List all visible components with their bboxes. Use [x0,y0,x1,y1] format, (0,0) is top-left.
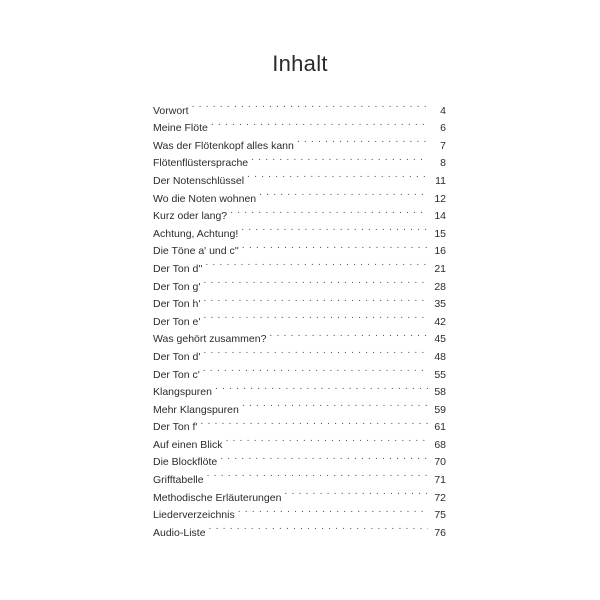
toc-entry-label: Der Ton f' [153,421,198,434]
toc-entry [153,96,446,117]
toc-entry-page-number: 72 [434,491,446,504]
toc-entry-label: Achtung, Achtung! [153,227,239,240]
toc-dot-leader [241,219,428,237]
toc-entry-page-number: 6 [440,122,446,135]
toc-dot-leader [247,166,428,184]
toc-dot-leader [251,149,428,167]
toc-entry-label: Mehr Klangspuren [153,403,239,416]
toc-dot-leader [203,307,428,325]
toc-entry-page-number: 28 [434,280,446,293]
toc-entry-page-number: 4 [440,104,446,117]
toc-entry-label: Der Ton g' [153,280,201,293]
toc-dot-leader [200,413,428,431]
toc-entry-label: Kurz oder lang? [153,210,228,223]
toc-entry-page-number: 68 [434,438,446,451]
toc-entry [153,114,446,135]
toc-entry-page-number: 12 [434,192,446,205]
toc-entry-page-number: 59 [434,403,446,416]
toc-dot-leader [203,342,428,360]
toc-entry-page-number: 61 [434,421,446,434]
toc-entry-label: Die Töne a' und c'' [153,245,239,258]
toc-dot-leader [242,395,428,413]
toc-dot-leader [225,430,428,448]
toc-entry-label: Der Ton e' [153,315,201,328]
toc-entry-label: Wo die Noten wohnen [153,192,257,205]
toc-entry-label: Audio-Liste [153,526,206,539]
toc-dot-leader [269,325,428,343]
toc-dot-leader [220,448,428,466]
toc-dot-leader [205,254,428,272]
toc-entry-page-number: 48 [434,350,446,363]
toc-dot-leader [209,518,428,536]
toc-entry-page-number: 14 [434,210,446,223]
toc-dot-leader [284,483,428,501]
toc-entry-page-number: 58 [434,386,446,399]
toc-entry-page-number: 45 [434,333,446,346]
toc-entry-page-number: 71 [434,474,446,487]
toc-entry-label: Die Blockflöte [153,456,218,469]
toc-entry-label: Der Ton c' [153,368,200,381]
toc-dot-leader [203,360,428,378]
toc-entry-page-number: 7 [440,139,446,152]
toc-dot-leader [242,237,428,255]
toc-entry-label: Grifftabelle [153,474,204,487]
toc-dot-leader [203,272,428,290]
toc-dot-leader [215,378,428,396]
toc-entry-label: Meine Flöte [153,122,208,135]
toc-entry-page-number: 75 [434,509,446,522]
toc-entry-page-number: 42 [434,315,446,328]
toc-dot-leader [259,184,428,202]
toc-entry-page-number: 76 [434,526,446,539]
toc-entry-label: Was gehört zusammen? [153,333,267,346]
toc-entry-label: Was der Flötenkopf alles kann [153,139,294,152]
toc-entry-page-number: 70 [434,456,446,469]
toc-entry-label: Klangspuren [153,386,212,399]
page-title: Inhalt [272,50,328,76]
table-of-contents [153,96,446,539]
toc-entry-label: Auf einen Blick [153,438,223,451]
toc-entry-page-number: 16 [434,245,446,258]
toc-dot-leader [207,465,428,483]
toc-dot-leader [192,96,428,114]
toc-entry-page-number: 8 [440,157,446,170]
toc-entry-page-number: 35 [434,298,446,311]
toc-dot-leader [230,202,428,220]
toc-entry-page-number: 55 [434,368,446,381]
toc-entry-page-number: 15 [434,227,446,240]
toc-entry-label: Vorwort [153,104,189,117]
toc-entry-label: Liederverzeichnis [153,509,235,522]
toc-entry-page-number: 21 [434,262,446,275]
toc-entry-label: Der Notenschlüssel [153,174,245,187]
toc-entry-label: Flötenflüstersprache [153,157,249,170]
toc-dot-leader [297,131,428,149]
toc-dot-leader [211,114,428,132]
toc-entry-label: Methodische Erläuterungen [153,491,282,504]
toc-dot-leader [203,290,428,308]
toc-entry-label: Der Ton h' [153,298,201,311]
toc-entry-page-number: 11 [435,174,446,187]
toc-entry-label: Der Ton d'' [153,262,203,275]
toc-dot-leader [238,501,428,519]
toc-entry-label: Der Ton d' [153,350,201,363]
